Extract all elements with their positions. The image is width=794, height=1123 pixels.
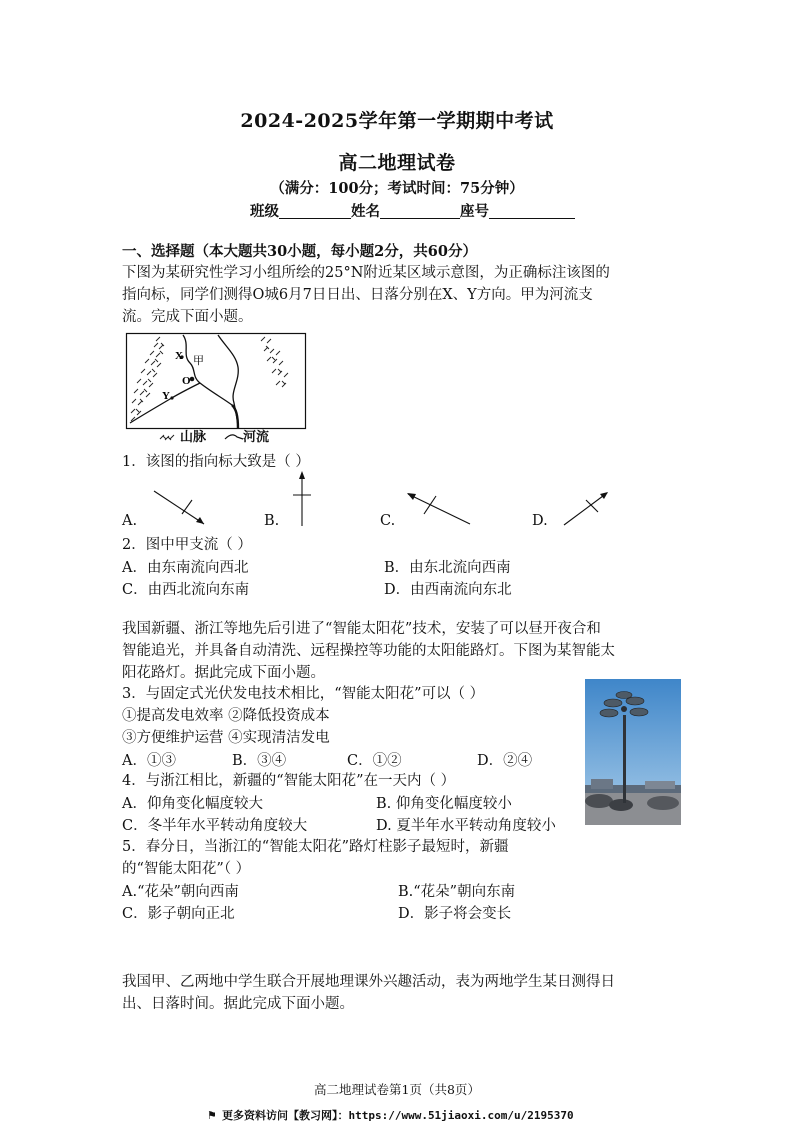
river-legend-icon xyxy=(224,432,244,442)
label-x: X xyxy=(175,350,183,362)
q3-option-b[interactable]: B．③④ xyxy=(232,753,287,769)
region-map xyxy=(126,333,306,429)
name-blank[interactable] xyxy=(380,204,460,219)
question-5-stem-cont: 的“智能太阳花”（ ） xyxy=(122,861,251,877)
label-o: O xyxy=(182,375,191,387)
exam-title: 2024-2025学年第一学期期中考试 xyxy=(240,110,554,132)
student-info-line xyxy=(250,201,575,223)
q2-option-d[interactable]: D．由西南流向东北 xyxy=(384,582,512,598)
smart-sunflower-photo xyxy=(585,679,681,825)
q3-option-d[interactable]: D．②④ xyxy=(477,753,533,769)
exam-meta: （满分：100分；考试时间：75分钟） xyxy=(270,180,524,197)
q4-option-c[interactable]: C．冬半年水平转动角度较大 xyxy=(122,818,308,834)
footer-link-row[interactable] xyxy=(207,1104,574,1123)
map-frame xyxy=(127,334,306,429)
legend-mountain-label: 山脉 xyxy=(180,430,207,445)
intro-line: 流。完成下面小题。 xyxy=(122,309,253,325)
q3-items-line-2: ③方便维护运营 ④实现清洁发电 xyxy=(122,730,330,746)
section-heading: 一、选择题（本大题共30小题，每小题2分，共60分） xyxy=(122,243,477,260)
q4-option-a[interactable]: A．仰角变化幅度较大 xyxy=(122,796,263,812)
mountain-legend-icon xyxy=(158,431,180,443)
intro-line: 阳花路灯。据此完成下面小题。 xyxy=(122,665,325,681)
q5-option-b[interactable]: B.“花朵”朝向东南 xyxy=(398,884,516,900)
flag-icon: ⚑ xyxy=(207,1109,217,1122)
q5-option-a[interactable]: A.“花朵”朝向西南 xyxy=(122,884,239,900)
intro-line: 下图为某研究性学习小组所绘的25°N附近某区域示意图，为正确标注该图的 xyxy=(122,265,610,281)
footer-link[interactable]: 更多资料访问【教习网】：https://www.51jiaoxi.com/u/2195370 xyxy=(221,1109,574,1122)
q1-compass-d-icon xyxy=(562,490,610,528)
q1-option-a[interactable]: A. xyxy=(122,513,138,529)
q4-option-b[interactable]: B. 仰角变化幅度较小 xyxy=(376,796,512,812)
label-y: Y xyxy=(162,390,170,402)
q1-compass-c-icon xyxy=(404,490,474,528)
class-blank[interactable] xyxy=(279,204,351,219)
q5-option-d[interactable]: D．影子将会变长 xyxy=(398,906,512,922)
intro-line: 我国甲、乙两地中学生联合开展地理课外兴趣活动，表为两地学生某日测得日 xyxy=(122,974,615,990)
q1-option-c[interactable]: C. xyxy=(380,513,396,529)
q1-option-d[interactable]: D. xyxy=(532,513,548,529)
intro-line: 出、日落时间。据此完成下面小题。 xyxy=(122,996,354,1012)
point-y-marker xyxy=(170,396,173,399)
seat-label: 座号 xyxy=(460,203,489,220)
question-4-stem: 4．与浙江相比，新疆的“智能太阳花”在一天内（ ） xyxy=(122,773,456,789)
seat-blank[interactable] xyxy=(489,204,575,219)
q2-option-b[interactable]: B．由东北流向西南 xyxy=(384,560,511,576)
label-jia: 甲 xyxy=(193,354,204,367)
q1-option-b[interactable]: B. xyxy=(264,513,280,529)
class-label: 班级 xyxy=(250,203,279,220)
exam-subtitle: 高二地理试卷 xyxy=(338,152,456,174)
q5-option-c[interactable]: C．影子朝向正北 xyxy=(122,906,235,922)
q3-option-a[interactable]: A．①③ xyxy=(122,753,176,769)
q2-option-c[interactable]: C．由西北流向东南 xyxy=(122,582,250,598)
intro-line: 指向标，同学们测得O城6月7日日出、日落分别在X、Y方向。甲为河流支 xyxy=(122,287,593,303)
question-1-stem: 1．该图的指向标大致是（ ） xyxy=(122,454,310,470)
question-2-stem: 2．图中甲支流（ ） xyxy=(122,537,252,553)
q2-option-a[interactable]: A．由东南流向西北 xyxy=(122,560,249,576)
q4-option-d[interactable]: D. 夏半年水平转动角度较小 xyxy=(376,818,556,834)
question-3-stem: 3．与固定式光伏发电技术相比，“智能太阳花”可以（ ） xyxy=(122,686,485,702)
page-number: 高二地理试卷第1页（共8页） xyxy=(314,1082,480,1097)
q3-items-line-1: ①提高发电效率 ②降低投资成本 xyxy=(122,708,330,724)
q3-option-c[interactable]: C．①② xyxy=(347,753,402,769)
name-label: 姓名 xyxy=(351,203,380,220)
q1-compass-b-icon xyxy=(292,470,312,528)
q1-compass-a-icon xyxy=(152,488,208,528)
question-5-stem: 5．春分日，当浙江的“智能太阳花”路灯柱影子最短时，新疆 xyxy=(122,839,509,855)
legend-river-label: 河流 xyxy=(243,430,270,445)
intro-line: 智能追光，并具备自动清洗、远程操控等功能的太阳能路灯。下图为某智能太 xyxy=(122,643,615,659)
intro-line: 我国新疆、浙江等地先后引进了“智能太阳花”技术，安装了可以昼开夜合和 xyxy=(122,621,601,637)
